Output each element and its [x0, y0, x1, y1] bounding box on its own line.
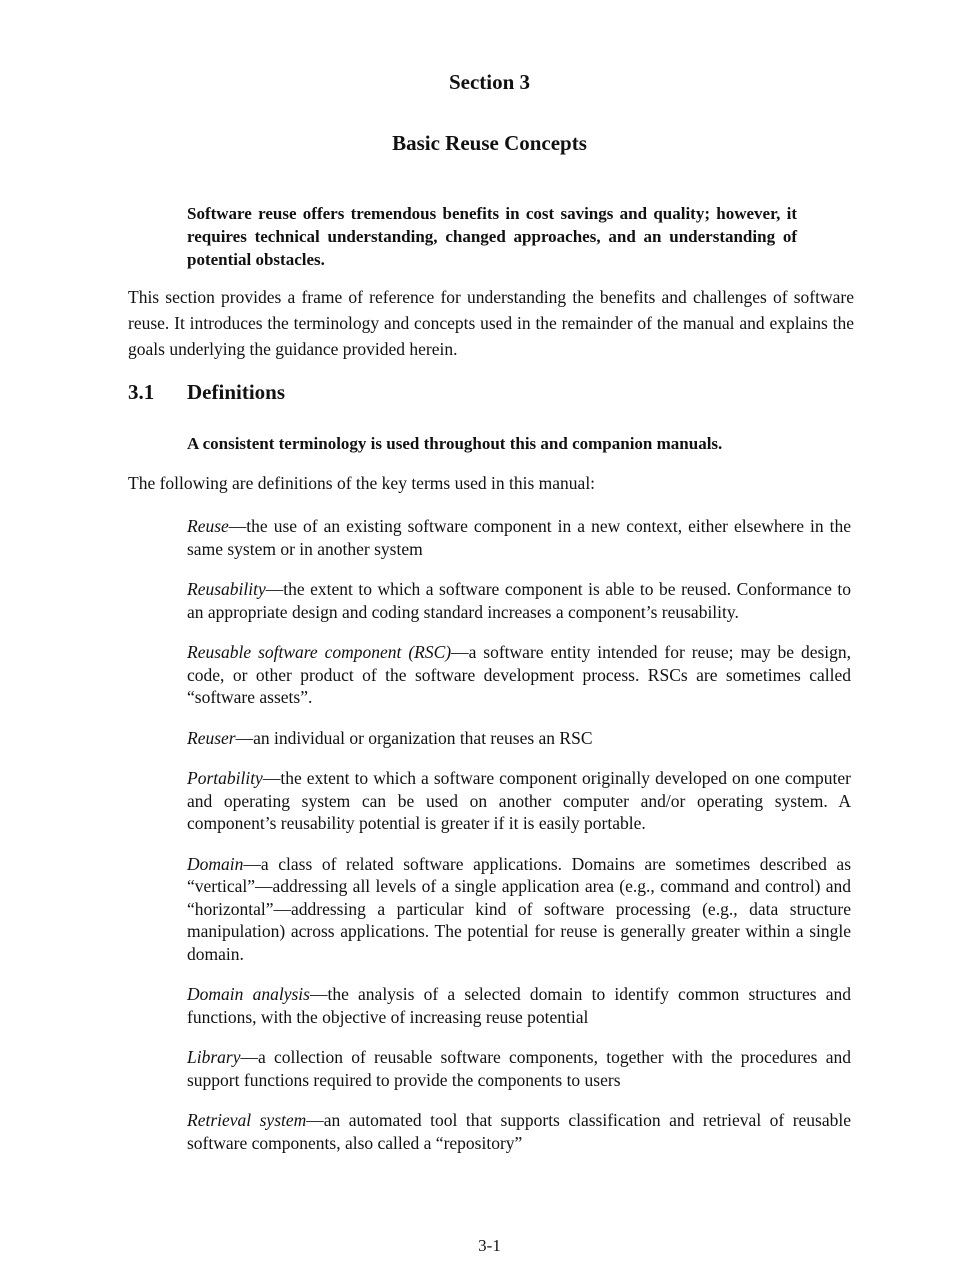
definition-term: Reuse — [187, 516, 229, 536]
subsection-summary: A consistent terminology is used throughout this and companion manuals. — [187, 434, 723, 453]
intro-paragraph: This section provides a frame of reference for understanding the benefits and challenges of software reuse. It introduces the terminology and concepts used in the remainder of the manual and explains the goals underlying the guidance provided herein. — [128, 287, 854, 359]
definitions-list — [187, 515, 851, 1154]
definition-item — [187, 727, 851, 750]
definition-text: —the use of an existing software component in a new context, either elsewhere in the same system or in another system — [187, 516, 851, 559]
definition-text: —an automated tool that supports classification and retrieval of reusable software components, also called a “repository” — [187, 1110, 852, 1153]
definition-term: Domain analysis — [187, 984, 310, 1004]
page-number: 3-1 — [478, 1236, 501, 1255]
definition-item — [187, 767, 851, 835]
definition-text: —the extent to which a software component originally developed on one computer and operating system can be used on another computer and/or operating system. A component’s reusability potential is greater if it is easily portable. — [187, 768, 851, 833]
section-label: Section 3 — [448, 70, 531, 94]
definition-item — [187, 983, 851, 1028]
definition-text: —a software entity intended for reuse; may be design, code, or other product of the software development process. RSCs are sometimes called “software assets”. — [187, 642, 852, 707]
definition-item — [187, 1109, 851, 1154]
subsection-title: Definitions — [187, 380, 286, 404]
definition-text: —an individual or organization that reuses an RSC — [235, 727, 593, 748]
definition-item — [187, 1046, 851, 1091]
definition-text: —the extent to which a software component is able to be reused. Conformance to an appropriate design and coding standard increases a component’s reusability. — [187, 579, 851, 622]
definition-item — [187, 515, 851, 560]
definition-term: Reusability — [187, 579, 266, 599]
section-summary: Software reuse offers tremendous benefits in cost savings and quality; however, it requires technical understanding, changed approaches, and an understanding of potential obstacles. — [187, 204, 797, 269]
definition-item — [187, 578, 851, 623]
definitions-lead: The following are definitions of the key terms used in this manual: — [128, 473, 596, 493]
definition-term: Reuser — [187, 727, 236, 748]
subsection-number: 3.1 — [128, 380, 155, 404]
definition-term: Reusable software component (RSC) — [187, 642, 452, 662]
definition-text: —a class of related software applications. Domains are sometimes described as “vertical”—addressing all levels of a single application area (e.g., command and control) and “horizontal”—addressing a particular kind of software processing (e.g., data structure manipulation) across applications. The potential for reuse is generally greater within a single domain. — [187, 853, 851, 964]
definition-term: Domain — [187, 853, 244, 874]
definition-term: Retrieval system — [187, 1110, 307, 1130]
definition-text: —the analysis of a selected domain to identify common structures and functions, with the objective of increasing reuse potential — [187, 984, 851, 1027]
definition-term: Portability — [187, 768, 263, 788]
definition-term: Library — [187, 1047, 241, 1067]
definition-item — [187, 853, 851, 966]
definition-item — [187, 641, 851, 709]
definition-text: —a collection of reusable software components, together with the procedures and support functions required to provide the components to users — [187, 1047, 851, 1090]
section-title: Basic Reuse Concepts — [392, 131, 587, 155]
